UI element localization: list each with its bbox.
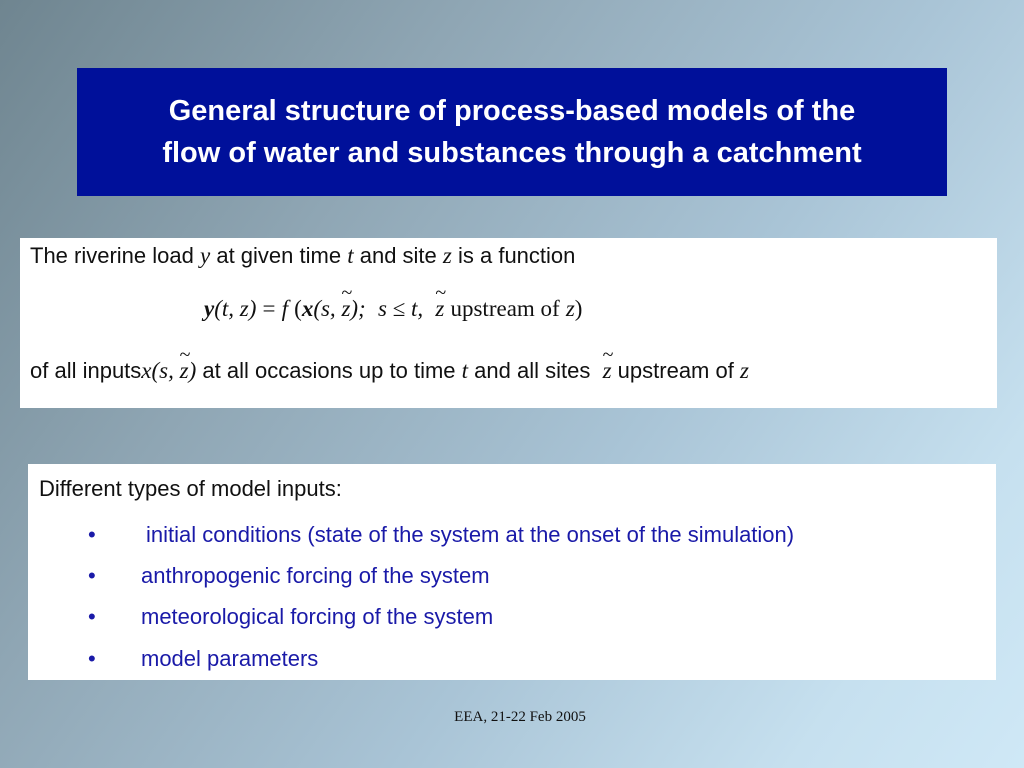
formula-f: f <box>281 296 289 321</box>
list-item-label: initial conditions (state of the system at the onset of the simulation) <box>146 522 795 547</box>
formula-y: y <box>204 296 215 321</box>
inputs-t: t <box>461 358 469 383</box>
inputs-args-close: ) <box>188 358 197 383</box>
formula-args-open: (s, <box>313 296 342 321</box>
var-t: t <box>347 243 354 268</box>
bullet-icon: • <box>88 646 96 671</box>
definition-line-3 <box>30 358 749 384</box>
formula-open-paren: ( <box>294 296 302 321</box>
definition-text-a: The riverine load <box>30 243 194 268</box>
bullet-icon: • <box>88 604 96 629</box>
slide-title-line-1: General structure of process-based models of the <box>168 95 856 127</box>
definition-text-b: at given time <box>216 243 342 268</box>
bullet-icon: • <box>88 563 96 588</box>
model-formula <box>204 296 582 322</box>
formula-z-tilde: ~ z <box>341 296 350 322</box>
list-item-label: model parameters <box>141 646 319 671</box>
inputs-x: x <box>141 358 152 383</box>
list-item-label: meteorological forcing of the system <box>141 604 494 629</box>
var-y: y <box>200 243 211 268</box>
formula-z-end: z <box>565 296 575 321</box>
list-item-label: anthropogenic forcing of the system <box>141 563 490 588</box>
model-inputs-box <box>28 464 996 680</box>
inputs-z-tilde-2: ~ z <box>603 358 612 384</box>
inputs-text-d: upstream of <box>617 358 734 383</box>
inputs-args-open: (s, <box>151 358 180 383</box>
formula-x: x <box>301 296 314 321</box>
model-inputs-heading: Different types of model inputs: <box>39 476 342 501</box>
definition-line-1 <box>30 243 575 269</box>
inputs-text-a: of all inputs <box>30 358 142 383</box>
formula-args-close: ); <box>350 296 366 321</box>
inputs-text-c: and all sites <box>474 358 591 383</box>
definition-box <box>20 238 997 408</box>
inputs-z: z <box>739 358 749 383</box>
slide-title-line-2: flow of water and substances through a catchment <box>162 137 862 169</box>
var-z: z <box>442 243 452 268</box>
formula-close-paren: ) <box>574 296 583 321</box>
formula-equals: = <box>262 296 276 321</box>
definition-text-d: is a function <box>457 243 576 268</box>
inputs-z-tilde: ~ z <box>180 358 189 384</box>
formula-upstream: upstream of <box>450 296 560 321</box>
slide-title-box <box>77 68 947 196</box>
inputs-text-b: at all occasions up to time <box>202 358 456 383</box>
definition-text-c: and site <box>359 243 437 268</box>
formula-lhs-args: (t, z) <box>214 296 257 321</box>
slide-footer: EEA, 21-22 Feb 2005 <box>454 709 586 725</box>
formula-z-tilde-2: ~ z <box>435 296 444 322</box>
formula-condition: s ≤ t, <box>377 296 424 321</box>
bullet-icon: • <box>88 522 96 547</box>
